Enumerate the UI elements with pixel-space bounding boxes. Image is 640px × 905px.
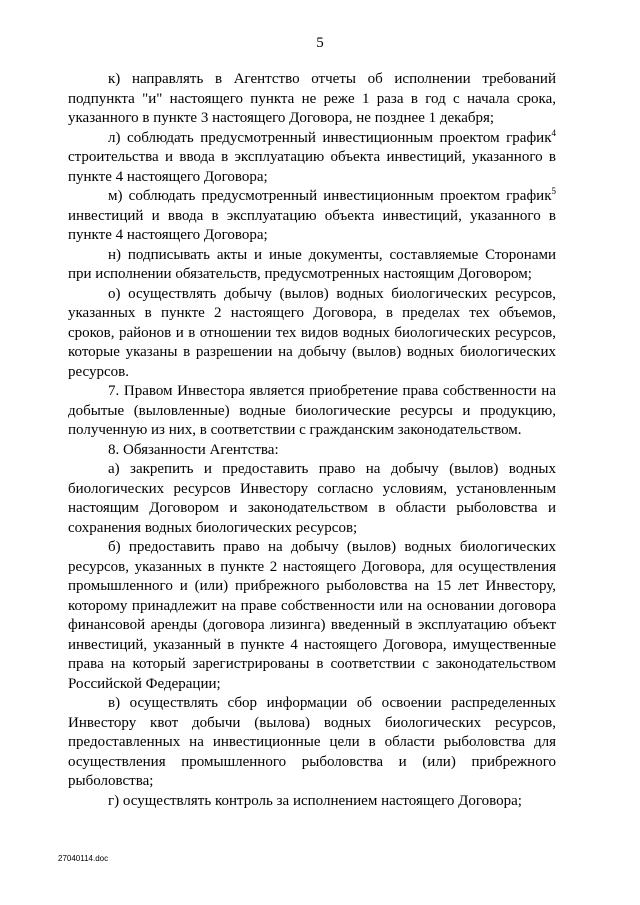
paragraph-o: о) осуществлять добычу (вылов) водных биологических ресурсов, указанных в пункте 2 настоящего Договора, в пределах тех объемов, сроков, районов и в отношении тех видов водных биологических ресурсов, которые указаны в разрешении на добычу (вылов) водных биологических ресурсов. <box>68 285 556 380</box>
paragraph-8a: а) закрепить и предоставить право на добычу (вылов) водных биологических ресурсов Инвестору согласно условиям, установленным настоящим Договором и законодательством в области рыболовства и сохранения водных биологических ресурсов; <box>68 461 556 536</box>
paragraph-n: н) подписывать акты и иные документы, составляемые Сторонами при исполнении обязательств, предусмотренных настоящим Договором; <box>68 246 556 282</box>
paragraph-m <box>68 187 556 246</box>
paragraph-8b: б) предоставить право на добычу (вылов) водных биологических ресурсов, указанных в пункте 2 настоящего Договора, для осуществления промышленного и (или) прибрежного рыболовства на 15 лет Инвестору, которому принадлежит на праве собственности или на основании договора финансовой аренды (договора лизинга) введенный в эксплуатацию объект инвестиций, указанный в пункте 4 настоящего Договора, имущественные права на который зарегистрированы в соответствии с законодательством Российской Федерации; <box>68 539 556 692</box>
paragraph-k: к) направлять в Агентство отчеты об исполнении требований подпункта "и" настоящего пункта не реже 1 раза в год с начала срока, указанного в пункте 3 настоящего Договора, не позднее 1 декабря; <box>68 71 556 126</box>
paragraph-8g: г) осуществлять контроль за исполнением настоящего Договора; <box>108 792 522 809</box>
page-number: 5 <box>316 35 324 51</box>
paragraph-8v: в) осуществлять сбор информации об освоении распределенных Инвестору квот добычи (вылова) водных биологических ресурсов, предоставленных на инвестиционные цели в области рыболовства для осуществления промышленного рыболовства и (или) прибрежного рыболовства; <box>68 695 556 789</box>
document-body <box>68 70 556 811</box>
paragraph-l-text: л) соблюдать предусмотренный инвестиционным проектом график <box>108 129 552 146</box>
file-name-footer: 27040114.doc <box>58 854 109 863</box>
footnote-ref-5: 5 <box>551 186 556 196</box>
paragraph-8-heading: 8. Обязанности Агентства: <box>108 441 279 458</box>
paragraph-l <box>68 129 556 188</box>
paragraph-l-text-after: строительства и ввода в эксплуатацию объекта инвестиций, указанного в пункте 4 настоящего Договора; <box>68 149 556 185</box>
paragraph-m-text: м) соблюдать предусмотренный инвестиционным проектом график <box>108 188 552 204</box>
paragraph-7: 7. Правом Инвестора является приобретение права собственности на добытые (выловленные) водные биологические ресурсы и продукцию, полученную из них, в соответствии с гражданским законодательством. <box>68 383 556 438</box>
footnote-ref-4: 4 <box>551 127 556 138</box>
paragraph-m-text-after: инвестиций и ввода в эксплуатацию объекта инвестиций, указанного в пункте 4 настоящего Договора; <box>68 207 556 243</box>
